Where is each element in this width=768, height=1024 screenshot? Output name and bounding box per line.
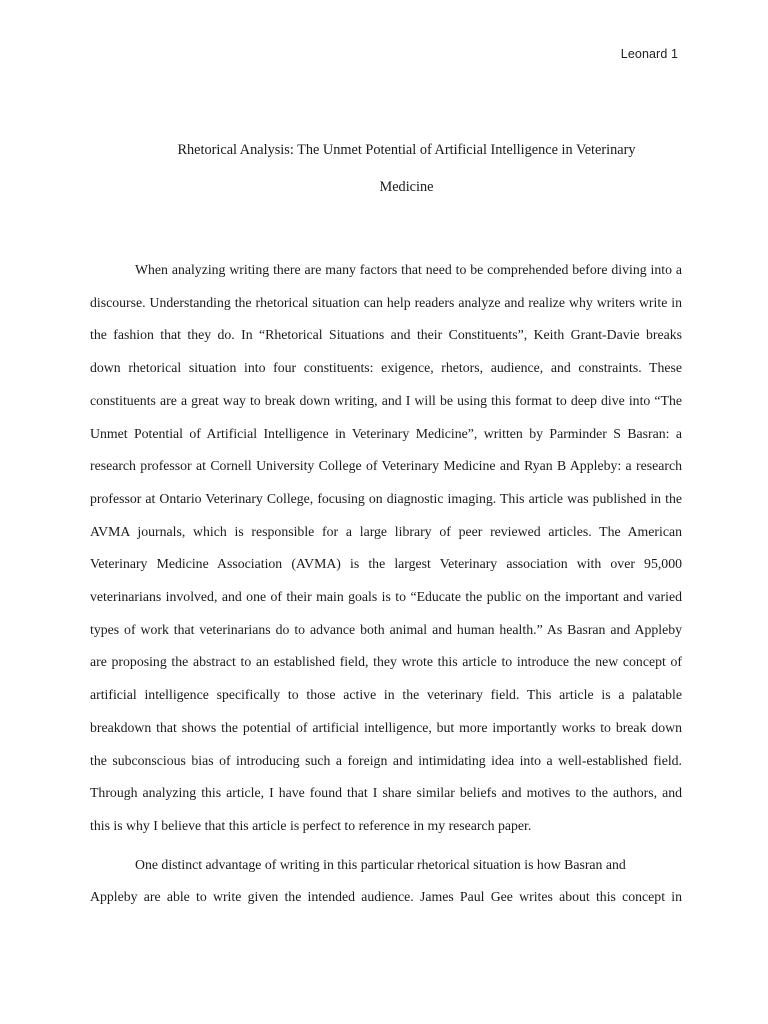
paragraph-line: One distinct advantage of writing in this particular rhetorical situation is how Basran and bbox=[135, 856, 626, 872]
paragraph-line: AVMA journals, which is responsible for a large library of peer reviewed articles. The American bbox=[90, 523, 682, 539]
paragraph-line: constituents are a great way to break down writing, and I will be using this format to deep dive into “The bbox=[90, 392, 682, 408]
paragraph-line: professor at Ontario Veterinary College, focusing on diagnostic imaging. This article was published in the bbox=[90, 490, 682, 506]
essay-body bbox=[90, 254, 682, 914]
paragraph-line: the fashion that they do. In “Rhetorical Situations and their Constituents”, Keith Grant-Davie breaks bbox=[90, 327, 682, 343]
paragraph-line: Unmet Potential of Artificial Intelligence in Veterinary Medicine”, written by Parminder S Basran: a bbox=[90, 425, 682, 441]
essay-title-line-1: Rhetorical Analysis: The Unmet Potential of Artificial Intelligence in Veterinary bbox=[177, 142, 636, 158]
paragraph-line: Veterinary Medicine Association (AVMA) is the largest Veterinary association with over 95,000 bbox=[90, 556, 682, 572]
paragraph-line: breakdown that shows the potential of artificial intelligence, but more importantly works to break down bbox=[90, 719, 682, 735]
paragraph-line: types of work that veterinarians do to advance both animal and human health.” As Basran and Appleby bbox=[90, 621, 682, 637]
paragraph-line: are proposing the abstract to an established field, they wrote this article to introduce the new concept of bbox=[90, 654, 682, 670]
paragraph-line: veterinarians involved, and one of their main goals is to “Educate the public on the important and varied bbox=[90, 589, 682, 605]
essay-title bbox=[95, 132, 718, 206]
paragraph-line: the subconscious bias of introducing such a foreign and intimidating idea into a well-established field. bbox=[90, 752, 682, 768]
paragraph-line: Appleby are able to write given the intended audience. James Paul Gee writes about this concept in bbox=[90, 889, 682, 905]
paragraph-line: artificial intelligence specifically to those active in the veterinary field. This article is a palatable bbox=[90, 687, 682, 703]
paragraph-line: Through analyzing this article, I have found that I share similar beliefs and motives to the authors, and bbox=[90, 785, 682, 801]
paragraph-line: When analyzing writing there are many factors that need to be comprehended before diving into a bbox=[135, 262, 682, 277]
running-head: Leonard 1 bbox=[620, 47, 678, 61]
essay-title-line-2: Medicine bbox=[379, 179, 434, 195]
paragraph-2 bbox=[90, 849, 682, 914]
paragraph-line: discourse. Understanding the rhetorical situation can help readers analyze and realize why writers write in bbox=[90, 294, 682, 310]
paragraph-1 bbox=[90, 254, 682, 843]
paragraph-line: down rhetorical situation into four constituents: exigence, rhetors, audience, and constraints. These bbox=[90, 360, 682, 376]
paragraph-line: research professor at Cornell University College of Veterinary Medicine and Ryan B Appleby: a research bbox=[90, 458, 682, 474]
paragraph-line: this is why I believe that this article is perfect to reference in my research paper. bbox=[90, 817, 532, 833]
